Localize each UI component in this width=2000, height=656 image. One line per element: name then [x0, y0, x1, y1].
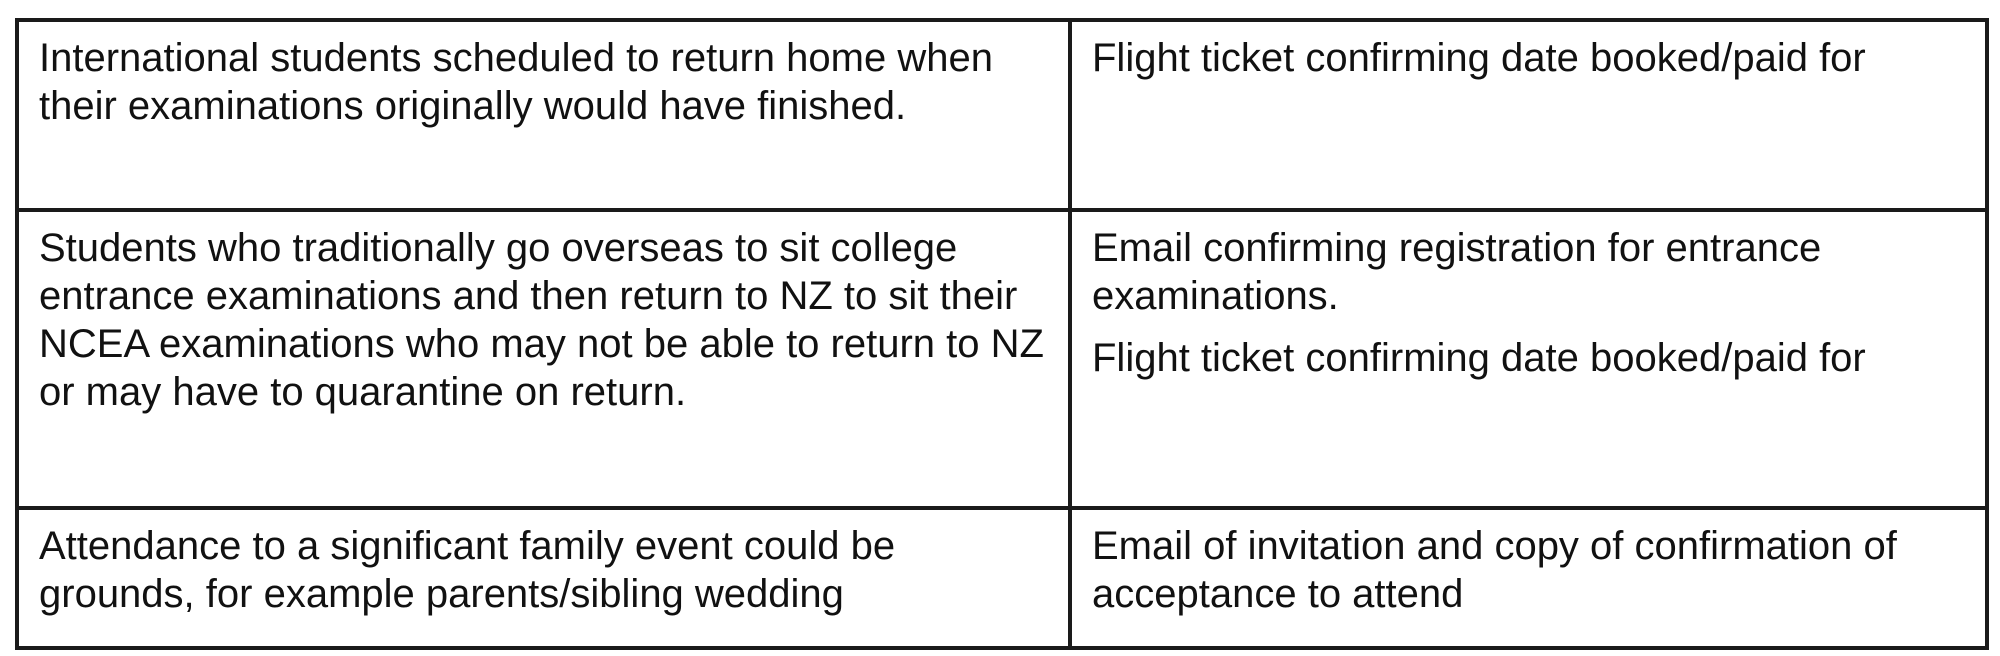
evidence-text: Flight ticket confirming date booked/paid for: [1092, 36, 1866, 80]
evidence-text: Email confirming registration for entrance examinations.: [1092, 226, 1822, 318]
table-row: [17, 508, 1987, 648]
evidence-cell: [1070, 20, 1987, 210]
situation-cell: [17, 210, 1070, 508]
situation-text: Students who traditionally go overseas to sit college entrance examinations and then return to NZ to sit their NCEA examinations who may not be able to return to NZ or may have to quarantine on return.: [39, 226, 1044, 414]
situation-cell: [17, 20, 1070, 210]
evidence-cell: [1070, 508, 1987, 648]
evidence-table: [15, 18, 1989, 650]
evidence-cell: [1070, 210, 1987, 508]
table-row: [17, 20, 1987, 210]
evidence-text: Email of invitation and copy of confirmation of acceptance to attend: [1092, 524, 1897, 616]
situation-cell: [17, 508, 1070, 648]
situation-text: Attendance to a significant family event could be grounds, for example parents/sibling wedding: [39, 524, 896, 616]
situation-text: International students scheduled to return home when their examinations originally would have finished.: [39, 36, 993, 128]
evidence-text: Flight ticket confirming date booked/paid for: [1092, 336, 1866, 380]
table-row: [17, 210, 1987, 508]
